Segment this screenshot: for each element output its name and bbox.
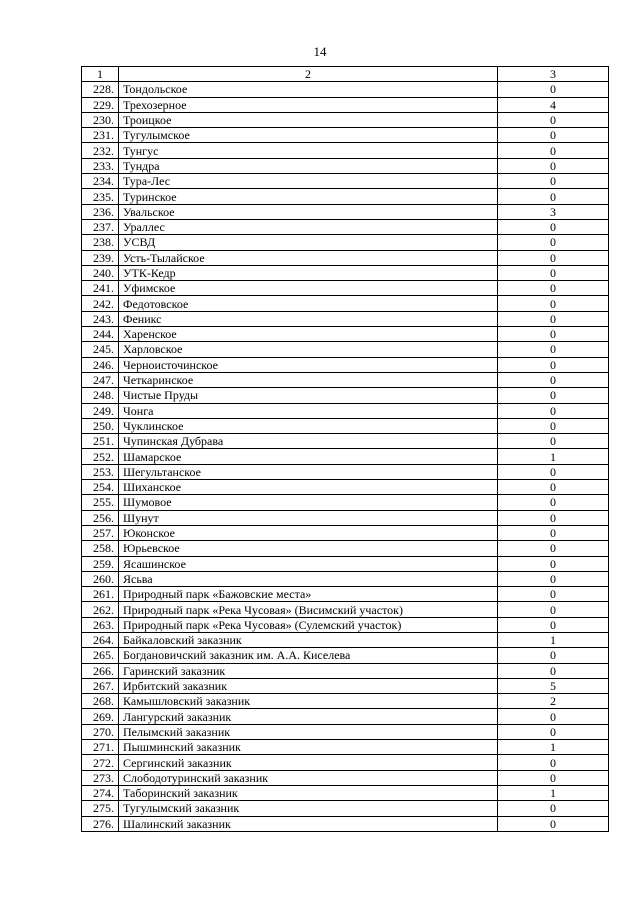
table-row (82, 296, 609, 311)
row-name: Шумовое (119, 495, 498, 510)
row-number: 266. (82, 663, 119, 678)
row-name: Феникс (119, 311, 498, 326)
row-value: 0 (498, 418, 609, 433)
row-name: Туринское (119, 189, 498, 204)
row-number: 264. (82, 632, 119, 647)
row-value: 0 (498, 342, 609, 357)
row-number: 265. (82, 648, 119, 663)
row-value: 0 (498, 587, 609, 602)
row-number: 274. (82, 785, 119, 800)
table-row (82, 755, 609, 770)
table-row (82, 495, 609, 510)
table-row (82, 189, 609, 204)
row-name: Ураллес (119, 219, 498, 234)
row-number: 253. (82, 464, 119, 479)
row-name: Богдановичский заказник им. А.А. Киселева (119, 648, 498, 663)
row-number: 228. (82, 82, 119, 97)
table-row (82, 174, 609, 189)
table-row (82, 143, 609, 158)
registry-table (81, 66, 609, 832)
row-name: Природный парк «Река Чусовая» (Сулемский участок) (119, 617, 498, 632)
row-name: Чистые Пруды (119, 388, 498, 403)
row-name: Трехозерное (119, 97, 498, 112)
table-row (82, 801, 609, 816)
table-row (82, 464, 609, 479)
row-value: 0 (498, 525, 609, 540)
row-value: 0 (498, 174, 609, 189)
row-name: Пелымский заказник (119, 724, 498, 739)
row-value: 0 (498, 311, 609, 326)
row-value: 5 (498, 678, 609, 693)
row-number: 254. (82, 480, 119, 495)
row-value: 2 (498, 694, 609, 709)
header-col-2: 2 (119, 67, 498, 82)
row-value: 0 (498, 357, 609, 372)
row-number: 271. (82, 740, 119, 755)
table-row (82, 327, 609, 342)
row-number: 230. (82, 112, 119, 127)
row-number: 241. (82, 281, 119, 296)
row-number: 243. (82, 311, 119, 326)
row-name: Увальское (119, 204, 498, 219)
row-name: Харенское (119, 327, 498, 342)
row-number: 276. (82, 816, 119, 831)
row-number: 229. (82, 97, 119, 112)
row-value: 0 (498, 801, 609, 816)
row-value: 0 (498, 648, 609, 663)
row-name: Шамарское (119, 449, 498, 464)
row-number: 258. (82, 541, 119, 556)
table-row (82, 204, 609, 219)
row-name: Федотовское (119, 296, 498, 311)
table-row (82, 235, 609, 250)
row-value: 0 (498, 112, 609, 127)
table-row (82, 250, 609, 265)
row-value: 0 (498, 82, 609, 97)
row-value: 1 (498, 632, 609, 647)
row-name: Лангурский заказник (119, 709, 498, 724)
row-name: Троицкое (119, 112, 498, 127)
header-col-3: 3 (498, 67, 609, 82)
row-number: 267. (82, 678, 119, 693)
row-name: Природный парк «Река Чусовая» (Висимский участок) (119, 602, 498, 617)
row-number: 260. (82, 571, 119, 586)
table-row (82, 158, 609, 173)
table-row (82, 510, 609, 525)
row-name: Гаринский заказник (119, 663, 498, 678)
row-number: 252. (82, 449, 119, 464)
table-body (82, 82, 609, 832)
row-number: 233. (82, 158, 119, 173)
row-number: 261. (82, 587, 119, 602)
table-row (82, 556, 609, 571)
table-row (82, 449, 609, 464)
row-name: Четкаринское (119, 372, 498, 387)
row-name: Шунут (119, 510, 498, 525)
table-row (82, 265, 609, 280)
table-row (82, 525, 609, 540)
row-name: Тунгус (119, 143, 498, 158)
row-number: 234. (82, 174, 119, 189)
row-number: 255. (82, 495, 119, 510)
row-value: 0 (498, 327, 609, 342)
row-name: Сергинский заказник (119, 755, 498, 770)
row-name: Шиханское (119, 480, 498, 495)
row-value: 0 (498, 403, 609, 418)
row-value: 0 (498, 480, 609, 495)
table-row (82, 740, 609, 755)
row-name: Тура-Лес (119, 174, 498, 189)
row-name: Тундра (119, 158, 498, 173)
table-row (82, 678, 609, 693)
row-number: 248. (82, 388, 119, 403)
row-value: 0 (498, 663, 609, 678)
table-row (82, 480, 609, 495)
row-name: Шалинский заказник (119, 816, 498, 831)
table-row (82, 403, 609, 418)
row-name: Чуклинское (119, 418, 498, 433)
row-name: Шегультанское (119, 464, 498, 479)
row-name: Слободотуринский заказник (119, 770, 498, 785)
row-number: 242. (82, 296, 119, 311)
row-name: Таборинский заказник (119, 785, 498, 800)
row-name: Чонга (119, 403, 498, 418)
row-name: Природный парк «Бажовские места» (119, 587, 498, 602)
row-value: 0 (498, 372, 609, 387)
table-row (82, 587, 609, 602)
row-name: Тугулымское (119, 128, 498, 143)
row-number: 259. (82, 556, 119, 571)
table-row (82, 571, 609, 586)
row-number: 231. (82, 128, 119, 143)
row-value: 0 (498, 755, 609, 770)
row-name: Байкаловский заказник (119, 632, 498, 647)
row-value: 0 (498, 434, 609, 449)
row-value: 0 (498, 250, 609, 265)
table-row (82, 617, 609, 632)
row-name: Тондольское (119, 82, 498, 97)
row-number: 263. (82, 617, 119, 632)
row-name: Юрьевское (119, 541, 498, 556)
header-row (82, 67, 609, 82)
table-row (82, 418, 609, 433)
row-value: 0 (498, 464, 609, 479)
row-number: 244. (82, 327, 119, 342)
row-value: 0 (498, 281, 609, 296)
table-row (82, 541, 609, 556)
row-value: 0 (498, 388, 609, 403)
table-row (82, 311, 609, 326)
row-number: 251. (82, 434, 119, 449)
row-name: УСВД (119, 235, 498, 250)
row-name: Пышминский заказник (119, 740, 498, 755)
row-name: Юконское (119, 525, 498, 540)
row-number: 262. (82, 602, 119, 617)
row-value: 0 (498, 235, 609, 250)
row-name: Камышловский заказник (119, 694, 498, 709)
row-number: 273. (82, 770, 119, 785)
row-value: 1 (498, 740, 609, 755)
row-number: 235. (82, 189, 119, 204)
row-name: Черноисточинское (119, 357, 498, 372)
table-row (82, 372, 609, 387)
row-number: 269. (82, 709, 119, 724)
row-value: 0 (498, 219, 609, 234)
row-value: 0 (498, 770, 609, 785)
page-number: 14 (313, 44, 327, 59)
row-name: Тугулымский заказник (119, 801, 498, 816)
row-number: 238. (82, 235, 119, 250)
table-row (82, 219, 609, 234)
row-number: 249. (82, 403, 119, 418)
row-value: 0 (498, 128, 609, 143)
row-number: 272. (82, 755, 119, 770)
row-value: 1 (498, 785, 609, 800)
row-number: 232. (82, 143, 119, 158)
table-row (82, 785, 609, 800)
table-row (82, 709, 609, 724)
row-name: Ясьва (119, 571, 498, 586)
row-number: 245. (82, 342, 119, 357)
table-row (82, 816, 609, 831)
row-value: 0 (498, 296, 609, 311)
row-value: 0 (498, 143, 609, 158)
row-number: 236. (82, 204, 119, 219)
table-row (82, 342, 609, 357)
table-row (82, 112, 609, 127)
row-value: 0 (498, 495, 609, 510)
table-row (82, 770, 609, 785)
row-number: 239. (82, 250, 119, 265)
header-col-1: 1 (82, 67, 119, 82)
table-row (82, 388, 609, 403)
row-value: 1 (498, 449, 609, 464)
row-value: 0 (498, 189, 609, 204)
row-value: 4 (498, 97, 609, 112)
row-value: 0 (498, 158, 609, 173)
row-number: 246. (82, 357, 119, 372)
table-row (82, 281, 609, 296)
row-number: 257. (82, 525, 119, 540)
row-value: 0 (498, 265, 609, 280)
row-name: Харловское (119, 342, 498, 357)
row-name: Ясашинское (119, 556, 498, 571)
row-value: 0 (498, 617, 609, 632)
row-value: 0 (498, 510, 609, 525)
row-name: Усть-Тылайское (119, 250, 498, 265)
row-value: 3 (498, 204, 609, 219)
row-name: Ирбитский заказник (119, 678, 498, 693)
table-header (82, 67, 609, 82)
row-number: 237. (82, 219, 119, 234)
row-number: 270. (82, 724, 119, 739)
row-number: 275. (82, 801, 119, 816)
row-name: Чупинская Дубрава (119, 434, 498, 449)
row-value: 0 (498, 709, 609, 724)
table-row (82, 602, 609, 617)
row-number: 256. (82, 510, 119, 525)
table-row (82, 663, 609, 678)
row-value: 0 (498, 602, 609, 617)
row-number: 268. (82, 694, 119, 709)
row-value: 0 (498, 556, 609, 571)
row-value: 0 (498, 724, 609, 739)
row-number: 240. (82, 265, 119, 280)
table-row (82, 434, 609, 449)
table-row (82, 648, 609, 663)
row-value: 0 (498, 541, 609, 556)
row-value: 0 (498, 571, 609, 586)
row-name: Уфимское (119, 281, 498, 296)
row-number: 250. (82, 418, 119, 433)
table-row (82, 694, 609, 709)
table-row (82, 632, 609, 647)
table-row (82, 128, 609, 143)
row-name: УТК-Кедр (119, 265, 498, 280)
table-row (82, 97, 609, 112)
table-row (82, 724, 609, 739)
row-value: 0 (498, 816, 609, 831)
table-row (82, 357, 609, 372)
row-number: 247. (82, 372, 119, 387)
table-row (82, 82, 609, 97)
